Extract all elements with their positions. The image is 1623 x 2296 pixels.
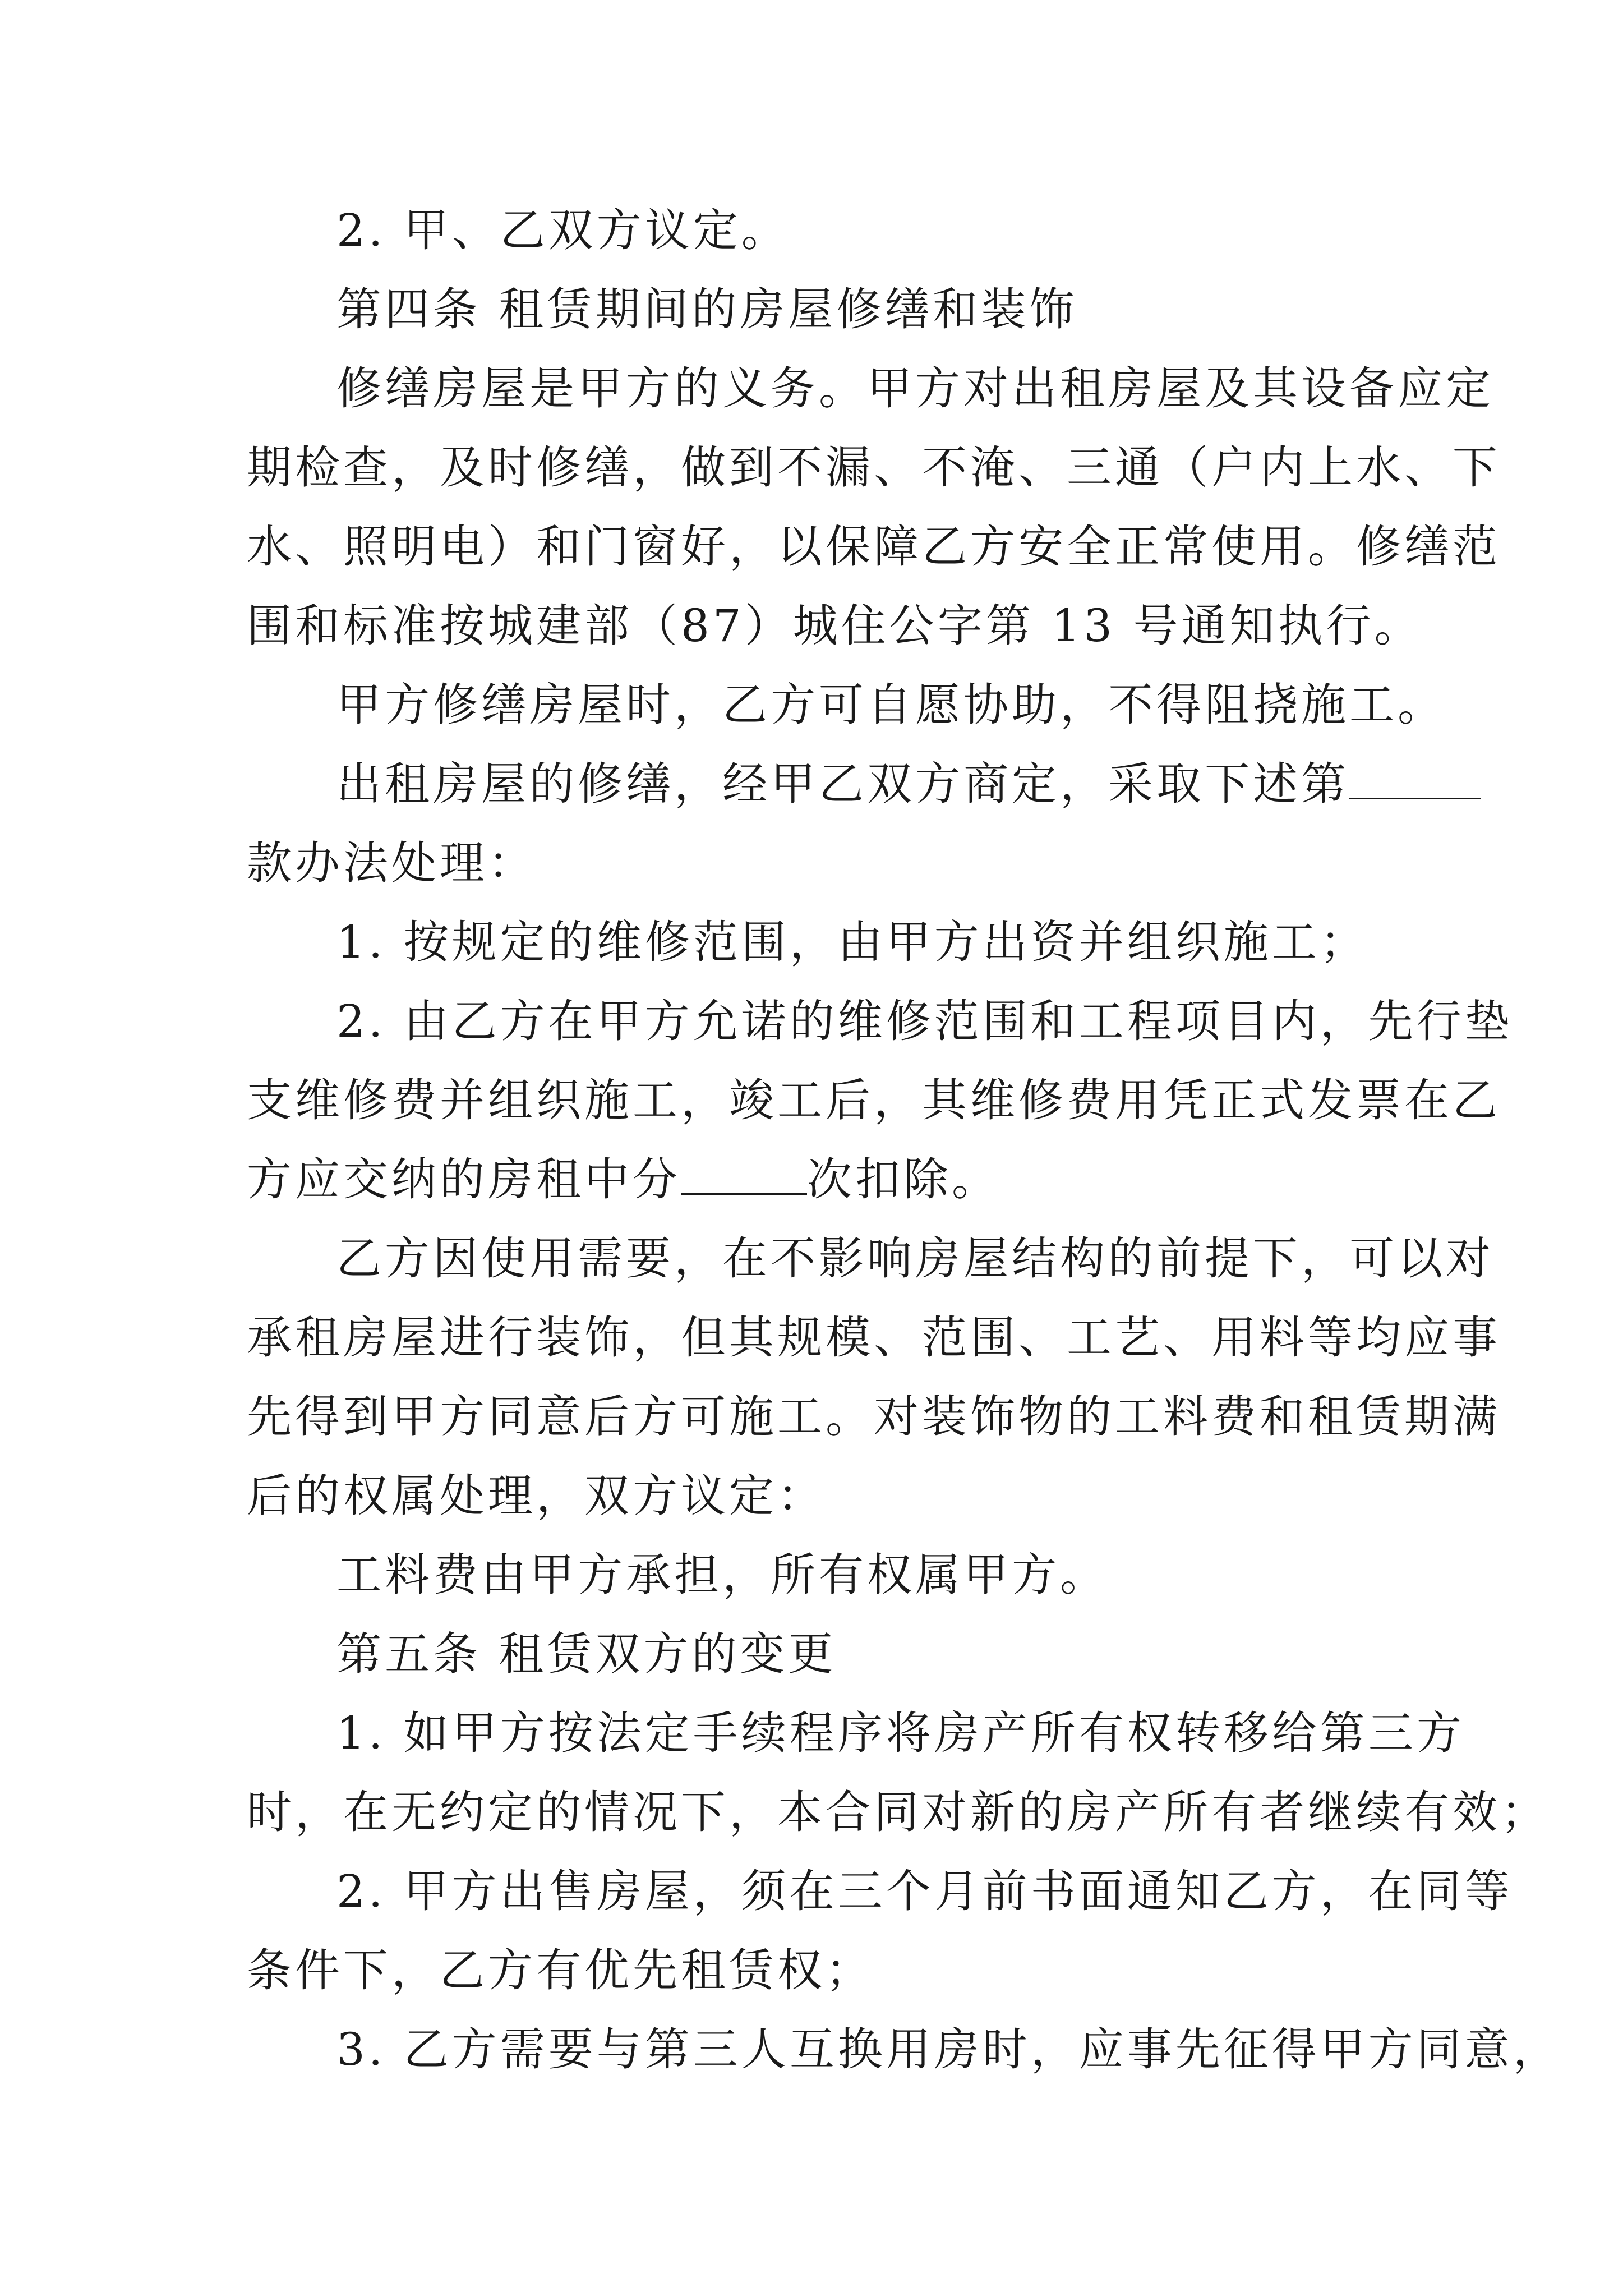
text-segment: 次扣除。 (807, 1153, 1000, 1205)
text-line: 先得到甲方同意后方可施工。对装饰物的工料费和租赁期满 (247, 1391, 1501, 1443)
list-item: 2. 由乙方在甲方允诺的维修范围和工程项目内，先行垫 (336, 995, 1513, 1047)
section-heading-article-5: 第五条 租赁双方的变更 (336, 1628, 837, 1680)
text-line-with-blank (247, 1140, 1394, 1219)
document-body (247, 191, 1561, 2089)
list-item: 1. 按规定的维修范围，由甲方出资并组织施工； (336, 916, 1368, 968)
fill-in-blank (1349, 758, 1481, 799)
text-line: 款办法处理： (247, 837, 536, 889)
text-line: 乙方因使用需要，在不影响房屋结构的前提下，可以对 (336, 1232, 1494, 1285)
text-line: 条件下，乙方有优先租赁权； (247, 1944, 874, 1996)
text-line: 围和标准按城建部（87）城住公字第 13 号通知执行。 (247, 600, 1423, 652)
text-line: 承租房屋进行装饰，但其规模、范围、工艺、用料等均应事 (247, 1312, 1501, 1364)
text-line: 水、照明电）和门窗好，以保障乙方安全正常使用。修缮范 (247, 521, 1501, 573)
text-line: 时，在无约定的情况下，本合同对新的房产所有者继续有效； (247, 1786, 1549, 1838)
fill-in-blank (681, 1154, 807, 1195)
text-line-with-blank (247, 744, 1394, 823)
text-segment: 出租房屋的修缮，经甲乙双方商定，采取下述第 (336, 758, 1349, 810)
text-segment: 方应交纳的房租中分 (247, 1153, 681, 1205)
text-line: 修缮房屋是甲方的义务。甲方对出租房屋及其设备应定 (336, 362, 1494, 415)
text-line: 后的权属处理，双方议定： (247, 1470, 826, 1522)
text-line: 支维修费并组织施工，竣工后，其维修费用凭正式发票在乙 (247, 1074, 1501, 1126)
text-line: 期检查，及时修缮，做到不漏、不淹、三通（户内上水、下 (247, 441, 1501, 494)
text-line: 2. 甲、乙双方议定。 (336, 204, 790, 256)
list-item: 3. 乙方需要与第三人互换用房时，应事先征得甲方同意， (336, 2023, 1561, 2076)
text-line: 甲方修缮房屋时，乙方可自愿协助，不得阻挠施工。 (336, 679, 1446, 731)
section-heading-article-4: 第四条 租赁期间的房屋修缮和装饰 (336, 283, 1078, 335)
list-item: 1. 如甲方按法定手续程序将房产所有权转移给第三方 (336, 1707, 1465, 1759)
list-item: 2. 甲方出售房屋，须在三个月前书面通知乙方，在同等 (336, 1865, 1513, 1917)
text-line: 工料费由甲方承担，所有权属甲方。 (336, 1549, 1108, 1601)
